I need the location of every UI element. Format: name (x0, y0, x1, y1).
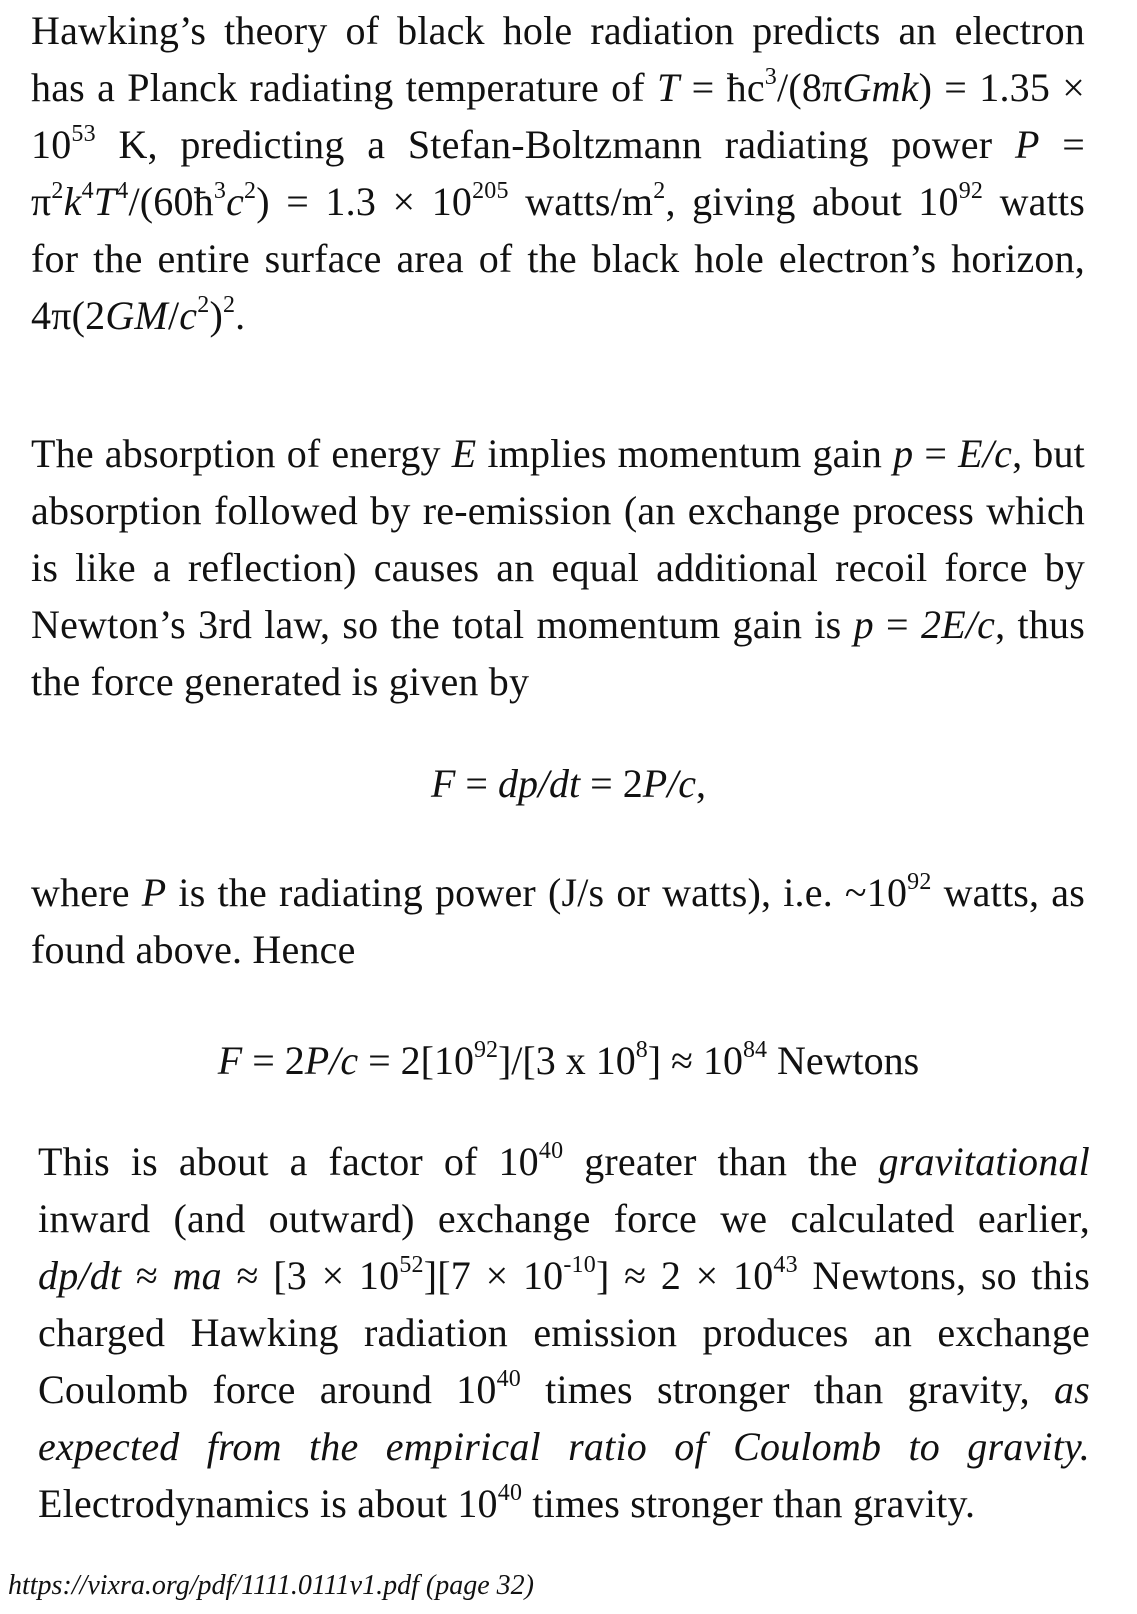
symbol-c: c (179, 293, 198, 338)
superscript: 52 (399, 1252, 424, 1278)
symbol-P: P (1014, 122, 1040, 167)
symbol-Gmk: Gmk (842, 65, 919, 110)
symbol-k: k (63, 179, 82, 224)
superscript: 2 (197, 292, 210, 318)
text: where (31, 870, 142, 915)
text: Newtons, so this charged Hawking radiation emission produces an exchange Coulomb force around 10 (38, 1253, 1090, 1412)
equation-force-newtons (0, 1032, 1137, 1089)
superscript: -10 (563, 1252, 596, 1278)
superscript: 205 (472, 178, 509, 204)
superscript: 4 (81, 178, 94, 204)
text: ) (209, 293, 223, 338)
text: = (873, 602, 921, 647)
superscript: 8 (635, 1037, 648, 1063)
source-citation: https://vixra.org/pdf/1111.0111v1.pdf (page 32) (8, 1570, 534, 1601)
text: = 2 (580, 761, 643, 806)
superscript: 2 (51, 178, 64, 204)
symbol-2E-over-c: 2E/c (921, 602, 996, 647)
paragraph-absorption (31, 425, 1085, 710)
text: greater than the (563, 1139, 879, 1184)
superscript: 53 (71, 121, 96, 147)
superscript: 40 (496, 1366, 521, 1392)
symbol-P-over-c: P/c (642, 761, 697, 806)
text: , (696, 761, 707, 806)
text: Newtons (767, 1038, 920, 1083)
text: ]/[3 x 10 (497, 1038, 636, 1083)
text: times stronger than gravity. (522, 1481, 976, 1526)
text: is the radiating power (J/s or watts), i.e. ~10 (166, 870, 908, 915)
text: , giving about 10 (665, 179, 959, 224)
text: = (455, 761, 498, 806)
superscript: 43 (773, 1252, 798, 1278)
superscript: 40 (497, 1480, 523, 1506)
text: ) = 1.3 × 10 (256, 179, 473, 224)
equation-force-dpdt (0, 755, 1137, 812)
text: /(8π (777, 65, 843, 110)
symbol-E: E (451, 431, 477, 476)
text: = ħc (679, 65, 765, 110)
text: ] ≈ 2 × 10 (595, 1253, 774, 1298)
symbol-T: T (93, 179, 117, 224)
text: watts/m (508, 179, 654, 224)
text: = 2 (242, 1038, 305, 1083)
symbol-F: F (217, 1038, 243, 1083)
symbol-dp-dt: dp/dt (497, 761, 581, 806)
text: This is about a factor of 10 (38, 1139, 539, 1184)
superscript: 2 (653, 178, 666, 204)
superscript: 92 (473, 1037, 498, 1063)
text: watts for the entire surface area of the black hole electron’s horizon, 4π(2 (31, 179, 1085, 338)
superscript: 84 (743, 1037, 768, 1063)
symbol-p: p (893, 431, 914, 476)
text: inward (and outward) exchange force we calculated earlier, (38, 1196, 1090, 1241)
text: = (913, 431, 959, 476)
emphasis-expected-ratio: as expected from the empirical ratio of Coulomb to gravity. (38, 1367, 1090, 1469)
emphasis-gravitational: gravitational (878, 1139, 1090, 1184)
text: , but absorption followed by re-emission (an exchange process which is like a reflection) causes an equal additional recoil force by Newton’s 3rd law, so the total momentum gain is (31, 431, 1085, 647)
symbol-E-over-c: E/c (958, 431, 1013, 476)
symbol-ma: ma (172, 1253, 222, 1298)
superscript: 40 (538, 1138, 564, 1164)
paragraph-coulomb-vs-gravity (38, 1133, 1090, 1532)
text: = π (31, 122, 1085, 224)
text: Electrodynamics is about 10 (38, 1481, 498, 1526)
text: The absorption of energy (31, 431, 452, 476)
symbol-c: c (226, 179, 245, 224)
text: implies momentum gain (476, 431, 894, 476)
text: times stronger than gravity, (520, 1367, 1055, 1412)
superscript: 92 (907, 869, 932, 895)
superscript: 3 (764, 64, 777, 90)
text: = 2[10 (358, 1038, 474, 1083)
symbol-GM: GM (105, 293, 168, 338)
text: ≈ [3 × 10 (221, 1253, 400, 1298)
text: K, predicting a Stefan-Boltzmann radiating power (95, 122, 1015, 167)
text: . (235, 293, 246, 338)
symbol-T: T (657, 65, 680, 110)
symbol-F: F (430, 761, 456, 806)
paragraph-hawking-radiation (31, 2, 1085, 344)
paragraph-radiating-power (31, 864, 1085, 978)
text: , thus the force generated is given by (31, 602, 1085, 704)
text: ) = 1.35 × 10 (31, 65, 1086, 167)
text: /(60ħ (128, 179, 214, 224)
symbol-P: P (141, 870, 167, 915)
symbol-P-over-c: P/c (304, 1038, 359, 1083)
text: ≈ (121, 1253, 173, 1298)
superscript: 2 (222, 292, 236, 318)
text: ][7 × 10 (423, 1253, 564, 1298)
text: ] ≈ 10 (647, 1038, 744, 1083)
text: watts, as found above. Hence (31, 870, 1085, 972)
symbol-p: p (853, 602, 874, 647)
symbol-dp-dt: dp/dt (38, 1253, 122, 1298)
superscript: 2 (244, 178, 257, 204)
text: / (167, 293, 180, 338)
superscript: 4 (116, 178, 129, 204)
superscript: 92 (958, 178, 984, 204)
text: Hawking’s theory of black hole radiation predicts an electron has a Planck radiating temperature of (31, 8, 1085, 110)
superscript: 3 (213, 178, 227, 204)
